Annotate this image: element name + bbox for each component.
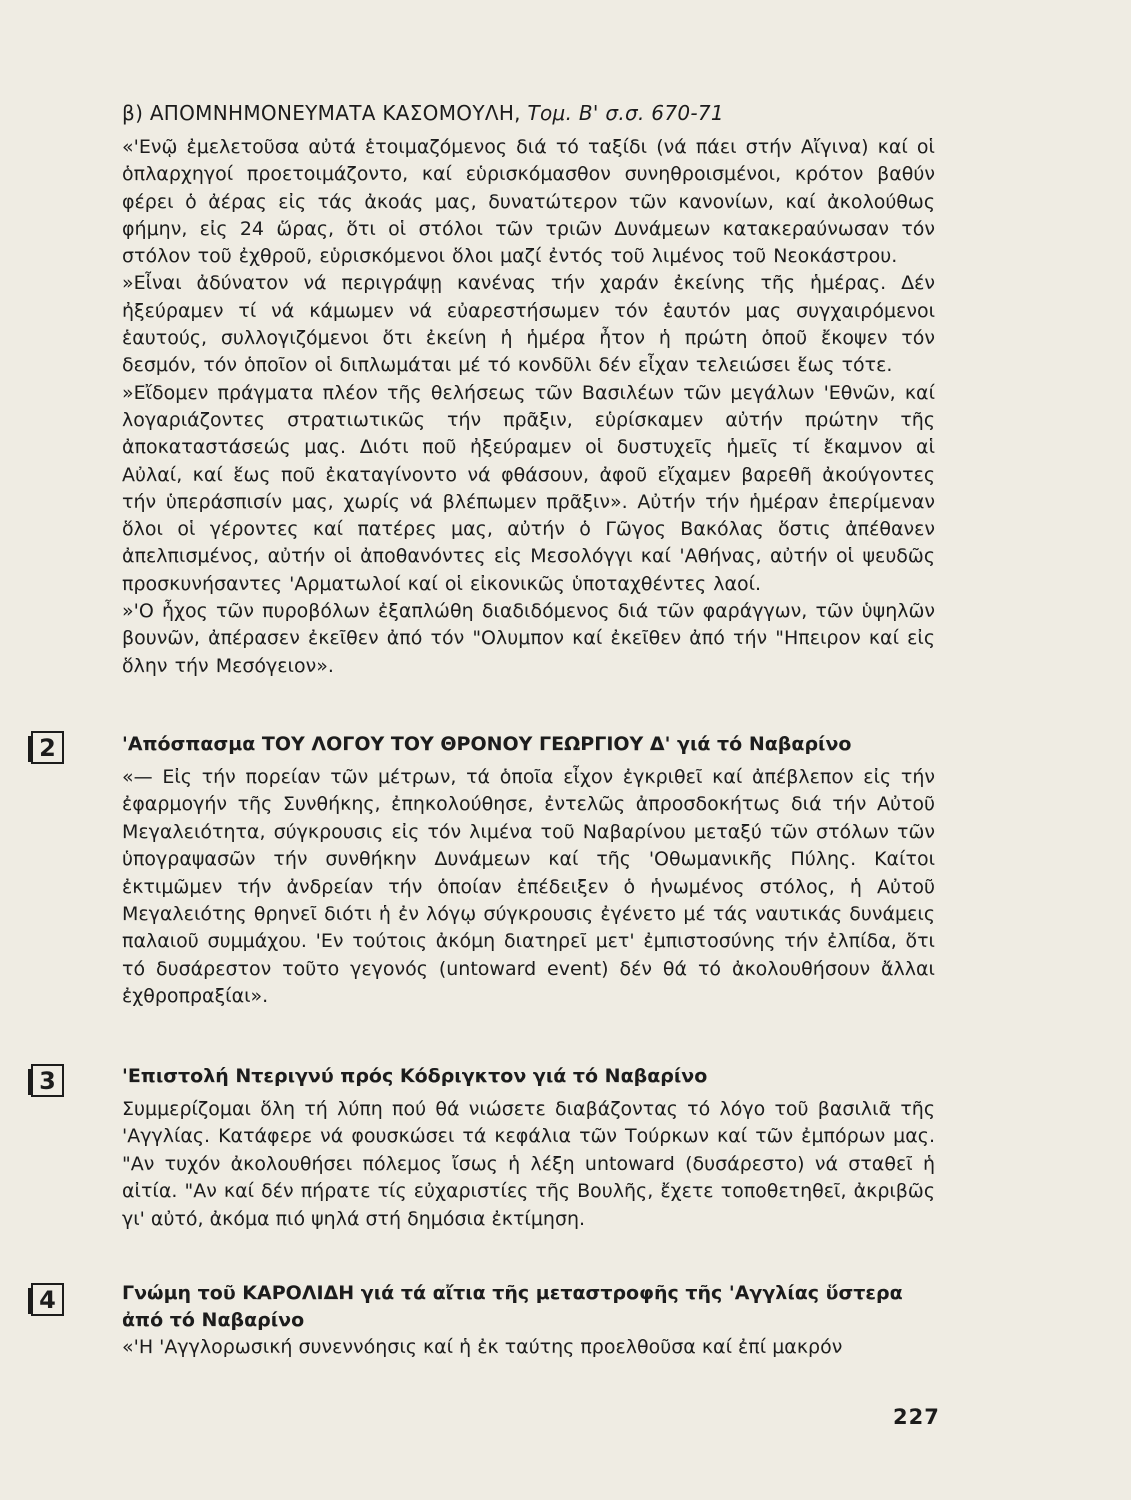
- page-number: 227: [893, 1405, 940, 1429]
- source-reference: Τομ. Β' σ.σ. 670-71: [527, 101, 724, 125]
- source-heading: [122, 101, 982, 125]
- intro-paragraph: »Εἶναι ἀδύνατον νά περιγράψῃ κανένας τήν χαράν ἐκείνης τῆς ἡμέρας. Δέν ἠξεύραμεν τί νά κάμωμεν νά εὐαρεστήσωμεν τόν ἑαυτόν μας συγχαιρόμενοι ἑαυτούς, συλλογιζόμενοι ὅτι ἐκείνη ἡ ἡμέρα ἦτον ἡ πρώτη ὁποῦ ἔκοψεν τόν δεσμόν, τόν ὁποῖον οἱ διπλωμάται μέ τό κονδῦλι δέν εἶχαν τελειώσει ἕως τότε.: [122, 272, 935, 377]
- section-text: Συμμερίζομαι ὅλη τή λύπη πού θά νιώσετε διαβάζοντας τό λόγο τοῦ βασιλιᾶ τῆς 'Αγγλίας. Κατάφερε νά φουσκώσει τά κεφάλια τῶν Τούρκων καί τῶν ἐμπόρων μας. "Αν τυχόν ἀκολουθήσει πόλεμος ἴσως ἡ λέξη untoward (δυσάρεστο) νά σταθεῖ ἡ αἰτία. "Αν καί δέν πήρατε τίς εὐχαριστίες τῆς Βουλῆς, ἔχετε τοποθετηθεῖ, ἀκριβῶς γι' αὐτό, ἀκόμα πιό ψηλά στή δημόσια ἐκτίμηση.: [122, 1098, 935, 1230]
- section-2: [122, 731, 935, 1011]
- section-heading: 'Απόσπασμα ΤΟΥ ΛΟΓΟΥ ΤΟΥ ΘΡΟΝΟΥ ΓΕΩΡΓΙΟΥ Δ' γιά τό Ναβαρίνο: [122, 733, 852, 755]
- section-number-box: 3: [31, 1064, 64, 1097]
- intro-paragraph: »'Ο ἦχος τῶν πυροβόλων ἐξαπλώθη διαδιδόμενος διά τῶν φαράγγων, τῶν ὑψηλῶν βουνῶν, ἀπέρασεν ἐκεῖθεν ἀπό τόν "Ολυμπον καί ἐκεῖθεν ἀπό τήν "Ηπειρον καί εἰς ὅλην τήν Μεσόγειον».: [122, 600, 935, 677]
- intro-paragraph: »Εἴδομεν πράγματα πλέον τῆς θελήσεως τῶν Βασιλέων τῶν μεγάλων 'Εθνῶν, καί λογαριάζοντες στρατιωτικῶς τήν πρᾶξιν, εὑρίσκαμεν αὐτήν πρώτην τῆς ἀποκαταστάσεώς μας. Διότι ποῦ ἠξεύραμεν οἱ δυστυχεῖς ἡμεῖς τί ἔκαμνον αἱ Αὐλαί, καί ἕως ποῦ ἐκαταγίνοντο νά φθάσουν, ἀφοῦ εἴχαμεν βαρεθῆ ἀκούγοντες τήν ὑπεράσπισίν μας, χωρίς νά βλέπωμεν πρᾶξιν». Αὐτήν τήν ἡμέραν ἐπερίμεναν ὅλοι οἱ γέροντες καί πατέρες μας, αὐτήν ὁ Γῶγος Βακόλας ὅστις ἀπέθανεν ἀπελπισμένος, αὐτήν οἱ ἀποθανόντες εἰς Μεσολόγγι καί 'Αθήνας, αὐτήν οἱ ψευδῶς προσκυνήσαντες 'Αρματωλοί καί οἱ εἰκονικῶς ὑποταχθέντες λαοί.: [122, 381, 935, 595]
- section-heading: Γνώμη τοῦ ΚΑΡΟΛΙΔΗ γιά τά αἴτια τῆς μεταστροφῆς τῆς 'Αγγλίας ὕστερα ἀπό τό Ναβαρίνο: [122, 1282, 903, 1331]
- source-label: β) ΑΠΟΜΝΗΜΟΝΕΥΜΑΤΑ ΚΑΣΟΜΟΥΛΗ,: [122, 101, 521, 125]
- section-text: «'Η 'Αγγλορωσική συνεννόησις καί ἡ ἐκ ταύτης προελθοῦσα καί ἐπί μακρόν: [122, 1336, 843, 1358]
- intro-quote-block: [122, 134, 935, 680]
- section-3: [122, 1063, 935, 1233]
- section-text: «— Εἰς τήν πορείαν τῶν μέτρων, τά ὁποῖα εἶχον ἐγκριθεῖ καί ἀπέβλεπον εἰς τήν ἐφαρμογήν τῆς Συνθήκης, ἐπηκολούθησε, ἐντελῶς ἀπροσδοκήτως διά τήν Αὐτοῦ Μεγαλειότητα, σύγκρουσις εἰς τόν λιμένα τοῦ Ναβαρίνου μεταξύ τῶν στόλων τῶν ὑπογραψασῶν τήν συνθήκην Δυνάμεων καί τῆς 'Οθωμανικῆς Πύλης. Καίτοι ἐκτιμῶμεν τήν ἀνδρείαν τήν ὁποίαν ἐπέδειξεν ὁ ἡνωμένος στόλος, ἡ Αὐτοῦ Μεγαλειότης θρηνεῖ διότι ἡ ἐν λόγῳ σύγκρουσις ἐγένετο μέ τάς ναυτικάς δυνάμεις παλαιοῦ συμμάχου. 'Εν τούτοις ἀκόμη διατηρεῖ μετ' ἐμπιστοσύνης τήν ἐλπίδα, ὅτι τό δυσάρεστον τοῦτο γεγονός (untoward event) δέν θά τό ἀκολουθήσουν ἄλλαι ἐχθροπραξίαι».: [122, 766, 935, 1008]
- section-number-box: 2: [31, 731, 64, 764]
- intro-paragraph: «'Ενῷ ἐμελετοῦσα αὐτά ἑτοιμαζόμενος διά τό ταξίδι (νά πάει στήν Αἴγινα) καί οἱ ὁπλαρχηγοί προετοιμάζοντο, καί εὑρισκόμασθον συνηθροισμένοι, κρότον βαθύν φέρει ὁ ἀέρας εἰς τάς ἀκοάς μας, δυνατώτερον τῶν κανονίων, καί ἀκολούθως φήμην, εἰς 24 ὥρας, ὅτι οἱ στόλοι τῶν τριῶν Δυνάμεων κατακεραύνωσαν τόν στόλον τοῦ ἐχθροῦ, εὑρισκόμενοι ὅλοι μαζί ἐντός τοῦ λιμένος τοῦ Νεοκάστρου.: [122, 136, 935, 268]
- section-number-box: 4: [31, 1283, 64, 1316]
- section-4: [122, 1280, 935, 1361]
- section-heading: 'Επιστολή Ντεριγνύ πρός Κόδριγκτον γιά τό Ναβαρίνο: [122, 1065, 708, 1087]
